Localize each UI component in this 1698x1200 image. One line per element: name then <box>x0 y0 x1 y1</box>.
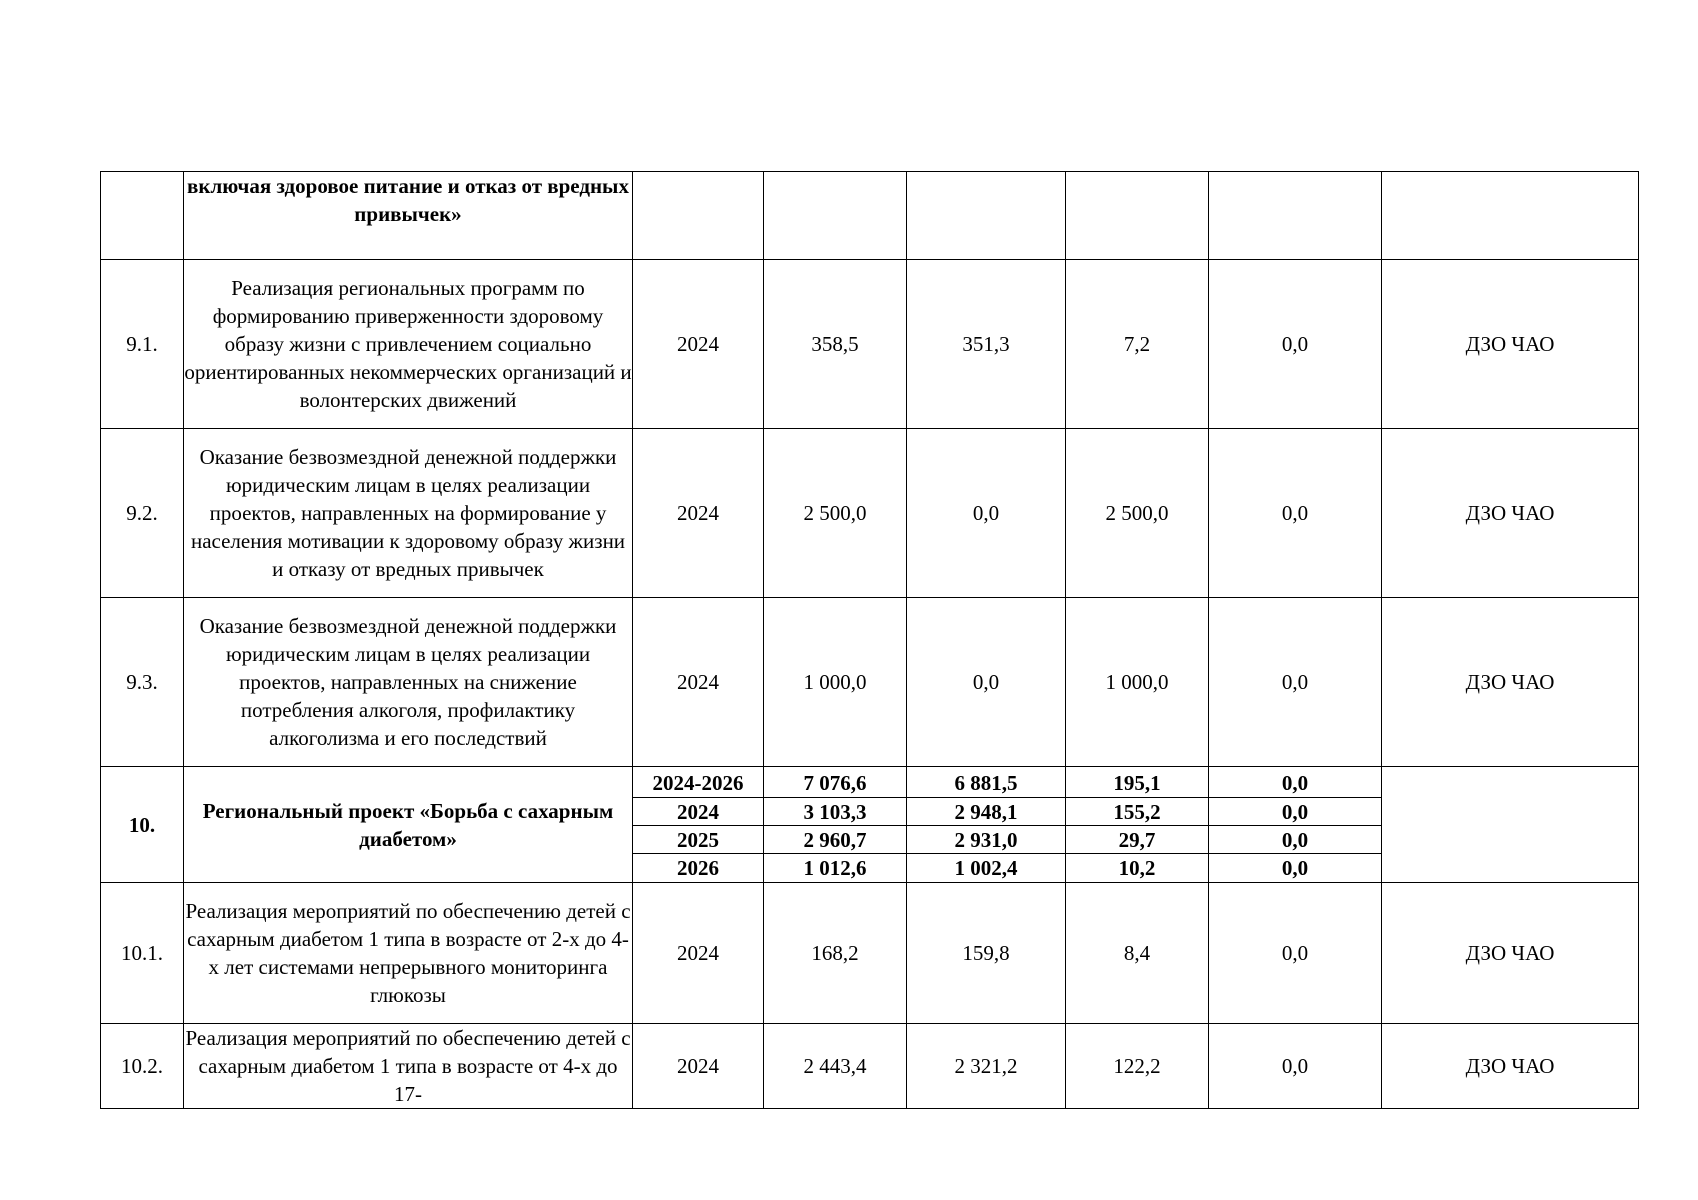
regional-cell: 122,2 <box>1066 1024 1209 1109</box>
total-cell: 7 076,6 <box>803 770 867 795</box>
federal-cell: 6 881,5 <box>954 770 1018 795</box>
row-description: Оказание безвозмездной денежной поддержки юридическим лицам в целях реализации проектов, направленных на снижение потребления алкоголя, профилактику алкоголизма и его последствий <box>184 598 633 767</box>
executor-cell <box>1382 767 1639 883</box>
federal-cell: 351,3 <box>907 260 1066 429</box>
other-cell: 0,0 <box>1209 797 1381 825</box>
federal-cell <box>907 172 1066 260</box>
regional-cell: 1 000,0 <box>1066 598 1209 767</box>
row-number: 9.1. <box>101 260 184 429</box>
other-cell: 0,0 <box>1209 1024 1382 1109</box>
year-subcells <box>633 767 764 883</box>
row-number: 9.2. <box>101 429 184 598</box>
federal-cell: 0,0 <box>907 598 1066 767</box>
other-cell: 0,0 <box>1209 429 1382 598</box>
total-cell: 2 500,0 <box>764 429 907 598</box>
federal-cell: 2 948,1 <box>907 797 1065 825</box>
year-cell: 2024 <box>633 883 764 1024</box>
row-description: Реализация мероприятий по обеспечению детей с сахарным диабетом 1 типа в возрасте от 4-х до 17- <box>184 1024 633 1109</box>
year-cell <box>633 172 764 260</box>
year-cell: 2024 <box>633 797 763 825</box>
executor-cell: ДЗО ЧАО <box>1382 1024 1639 1109</box>
total-cell: 1 012,6 <box>764 853 906 881</box>
federal-cell: 159,8 <box>907 883 1066 1024</box>
regional-cell: 8,4 <box>1066 883 1209 1024</box>
table-row <box>101 598 1639 767</box>
other-cell: 0,0 <box>1281 770 1309 795</box>
total-cell: 168,2 <box>764 883 907 1024</box>
year-cell: 2024-2026 <box>652 770 744 795</box>
other-cell: 0,0 <box>1209 825 1381 853</box>
other-cell: 0,0 <box>1209 853 1381 881</box>
total-cell: 1 000,0 <box>764 598 907 767</box>
federal-cell: 2 321,2 <box>907 1024 1066 1109</box>
row-number: 10.1. <box>101 883 184 1024</box>
row-number: 10.2. <box>101 1024 184 1109</box>
table-row <box>101 883 1639 1024</box>
table-row <box>101 172 1639 260</box>
total-cell <box>764 172 907 260</box>
other-cell: 0,0 <box>1209 598 1382 767</box>
other-cell: 0,0 <box>1209 260 1382 429</box>
regional-subcells <box>1066 767 1209 883</box>
row-number: 9.3. <box>101 598 184 767</box>
regional-cell: 195,1 <box>1113 770 1161 795</box>
year-cell: 2026 <box>633 853 763 881</box>
row-number: 10. <box>101 767 184 883</box>
other-cell: 0,0 <box>1209 883 1382 1024</box>
executor-cell <box>1382 172 1639 260</box>
total-cell: 3 103,3 <box>764 797 906 825</box>
year-cell: 2024 <box>633 429 764 598</box>
budget-table <box>100 171 1639 1109</box>
table-row <box>101 1024 1639 1109</box>
regional-cell: 7,2 <box>1066 260 1209 429</box>
row-number <box>101 172 184 260</box>
regional-cell: 155,2 <box>1066 797 1208 825</box>
regional-cell: 10,2 <box>1066 853 1208 881</box>
executor-cell: ДЗО ЧАО <box>1382 883 1639 1024</box>
table-row <box>101 429 1639 598</box>
year-cell: 2025 <box>633 825 763 853</box>
row-description: Реализация мероприятий по обеспечению детей с сахарным диабетом 1 типа в возрасте от 2-х до 4-х лет системами непрерывного мониторинга глюкозы <box>184 883 633 1024</box>
total-subcells <box>764 767 907 883</box>
federal-cell: 0,0 <box>907 429 1066 598</box>
federal-cell: 1 002,4 <box>907 853 1065 881</box>
regional-cell: 29,7 <box>1066 825 1208 853</box>
executor-cell: ДЗО ЧАО <box>1382 429 1639 598</box>
regional-cell: 2 500,0 <box>1066 429 1209 598</box>
row-description: Реализация региональных программ по формированию приверженности здоровому образу жизни с привлечением социально ориентированных некоммерческих организаций и волонтерских движений <box>184 260 633 429</box>
federal-cell: 2 931,0 <box>907 825 1065 853</box>
year-cell: 2024 <box>633 260 764 429</box>
table-row <box>101 260 1639 429</box>
other-subcells <box>1209 767 1382 883</box>
total-cell: 358,5 <box>764 260 907 429</box>
other-cell <box>1209 172 1382 260</box>
executor-cell: ДЗО ЧАО <box>1382 598 1639 767</box>
regional-cell <box>1066 172 1209 260</box>
row-description: включая здоровое питание и отказ от вредных привычек» <box>184 172 633 260</box>
year-cell: 2024 <box>633 1024 764 1109</box>
row-description: Оказание безвозмездной денежной поддержки юридическим лицам в целях реализации проектов, направленных на формирование у населения мотивации к здоровому образу жизни и отказу от вредных привычек <box>184 429 633 598</box>
year-cell: 2024 <box>633 598 764 767</box>
total-cell: 2 443,4 <box>764 1024 907 1109</box>
federal-subcells <box>907 767 1066 883</box>
table-row <box>101 767 1639 883</box>
total-cell: 2 960,7 <box>764 825 906 853</box>
row-description: Региональный проект «Борьба с сахарным диабетом» <box>184 767 633 883</box>
executor-cell: ДЗО ЧАО <box>1382 260 1639 429</box>
